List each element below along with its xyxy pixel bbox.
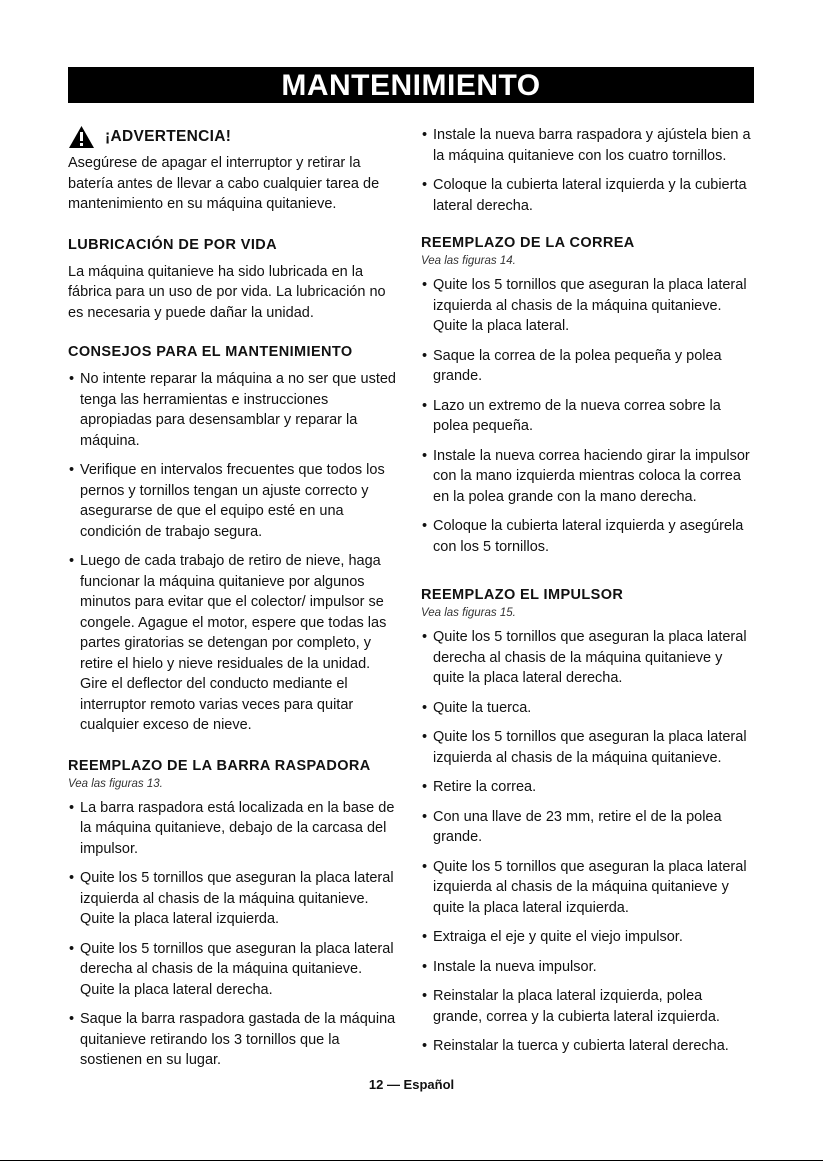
lubrication-heading: LUBRICACIÓN DE POR VIDA <box>68 236 277 253</box>
lubrication-text: La máquina quitanieve ha sido lubricada en la fábrica para un uso de por vida. La lubricación no es necesaria y puede dañar la unidad. <box>68 263 386 321</box>
section-banner: MANTENIMIENTO <box>68 67 754 103</box>
warning-triangle-icon <box>68 125 95 149</box>
list-item: • Instale la nueva correa haciendo girar la impulsor con la mano izquierda mientras coloca la correa en la polea grande con la mano derecha. <box>421 446 751 508</box>
belt-heading: REEMPLAZO DE LA CORREA <box>421 235 635 251</box>
scraper-list-left <box>68 798 398 1071</box>
scraper-figure-ref: Vea las figuras 13. <box>68 777 163 790</box>
list-item: • Reinstalar la placa lateral izquierda, polea grande, correa y la cubierta lateral izquierda. <box>421 986 751 1027</box>
list-item: • Quite los 5 tornillos que aseguran la placa lateral izquierda al chasis de la máquina quitanieve. Quite la placa lateral izquierda. <box>68 868 398 930</box>
list-item: • Lazo un extremo de la nueva correa sobre la polea pequeña. <box>421 396 751 437</box>
list-item: • Instale la nueva barra raspadora y ajústela bien a la máquina quitanieve con los cuatro tornillos. <box>421 125 751 166</box>
list-item: • Instale la nueva impulsor. <box>421 957 751 978</box>
list-item: • Reinstalar la tuerca y cubierta lateral derecha. <box>421 1036 751 1057</box>
impeller-figure-ref: Vea las figuras 15. <box>421 607 516 619</box>
list-item: • Coloque la cubierta lateral izquierda y asegúrela con los 5 tornillos. <box>421 516 751 557</box>
list-item: • Quite los 5 tornillos que aseguran la placa lateral izquierda al chasis de la máquina quitanieve. Quite la placa lateral. <box>421 275 751 337</box>
belt-figure-ref: Vea las figuras 14. <box>421 255 516 267</box>
list-item: • Saque la correa de la polea pequeña y polea grande. <box>421 346 751 387</box>
scraper-heading: REEMPLAZO DE LA BARRA RASPADORA <box>68 757 371 774</box>
list-item: • Quite los 5 tornillos que aseguran la placa lateral izquierda al chasis de la máquina quitanieve. <box>421 727 751 768</box>
scraper-list-right <box>421 125 751 216</box>
right-column <box>421 125 751 1066</box>
impeller-heading: REEMPLAZO EL IMPULSOR <box>421 587 624 603</box>
list-item: • Coloque la cubierta lateral izquierda y la cubierta lateral derecha. <box>421 175 751 216</box>
list-item: • La barra raspadora está localizada en la base de la máquina quitanieve, debajo de la carcasa del impulsor. <box>68 798 398 860</box>
page-footer: 12 — Español <box>368 1077 455 1092</box>
list-item: • Quite los 5 tornillos que aseguran la placa lateral derecha al chasis de la máquina quitanieve. Quite la placa lateral derecha. <box>68 939 398 1001</box>
tips-list <box>68 369 398 736</box>
list-item: • Saque la barra raspadora gastada de la máquina quitanieve retirando los 3 tornillos que la sostienen en su lugar. <box>68 1009 398 1071</box>
bottom-rule <box>0 1160 823 1161</box>
tips-heading: CONSEJOS PARA EL MANTENIMIENTO <box>68 344 353 360</box>
list-item: • Quite la tuerca. <box>421 698 751 719</box>
list-item: • Con una llave de 23 mm, retire el de la polea grande. <box>421 807 751 848</box>
left-column <box>68 123 398 1080</box>
list-item: • Quite los 5 tornillos que aseguran la placa lateral izquierda al chasis de la máquina quitanieve y quite la placa lateral izquierda. <box>421 857 751 919</box>
list-item: • Retire la correa. <box>421 777 751 798</box>
warning-title: ¡ADVERTENCIA! <box>105 128 232 145</box>
list-item: • Luego de cada trabajo de retiro de nieve, haga funcionar la máquina quitanieve por algunos minutos para evitar que el colector/ impulsor se congele. Agague el motor, espere que todas las partes giratorias se detengan por completo, y retire el hielo y nieve residuales de la unidad. Gire el deflector del conducto mediante el interruptor remoto varias veces para quitar cualquier exceso de nieve. <box>68 551 398 736</box>
list-item: • Quite los 5 tornillos que aseguran la placa lateral derecha al chasis de la máquina quitanieve y quite la placa lateral derecha. <box>421 627 751 689</box>
list-item: • Extraiga el eje y quite el viejo impulsor. <box>421 927 751 948</box>
list-item: • No intente reparar la máquina a no ser que usted tenga las herramientas e instrucciones apropiadas para desensamblar y reparar la máquina. <box>68 369 398 451</box>
list-item: • Verifique en intervalos frecuentes que todos los pernos y tornillos tengan un ajuste correcto y asegurarse de que el equipo esté en una condición de trabajo segura. <box>68 460 398 542</box>
warning-text: Asegúrese de apagar el interruptor y retirar la batería antes de llevar a cabo cualquier tarea de mantenimiento en su máquina quitanieve. <box>68 155 380 212</box>
belt-list <box>421 275 751 557</box>
warning-header <box>68 123 398 151</box>
impeller-list <box>421 627 751 1057</box>
